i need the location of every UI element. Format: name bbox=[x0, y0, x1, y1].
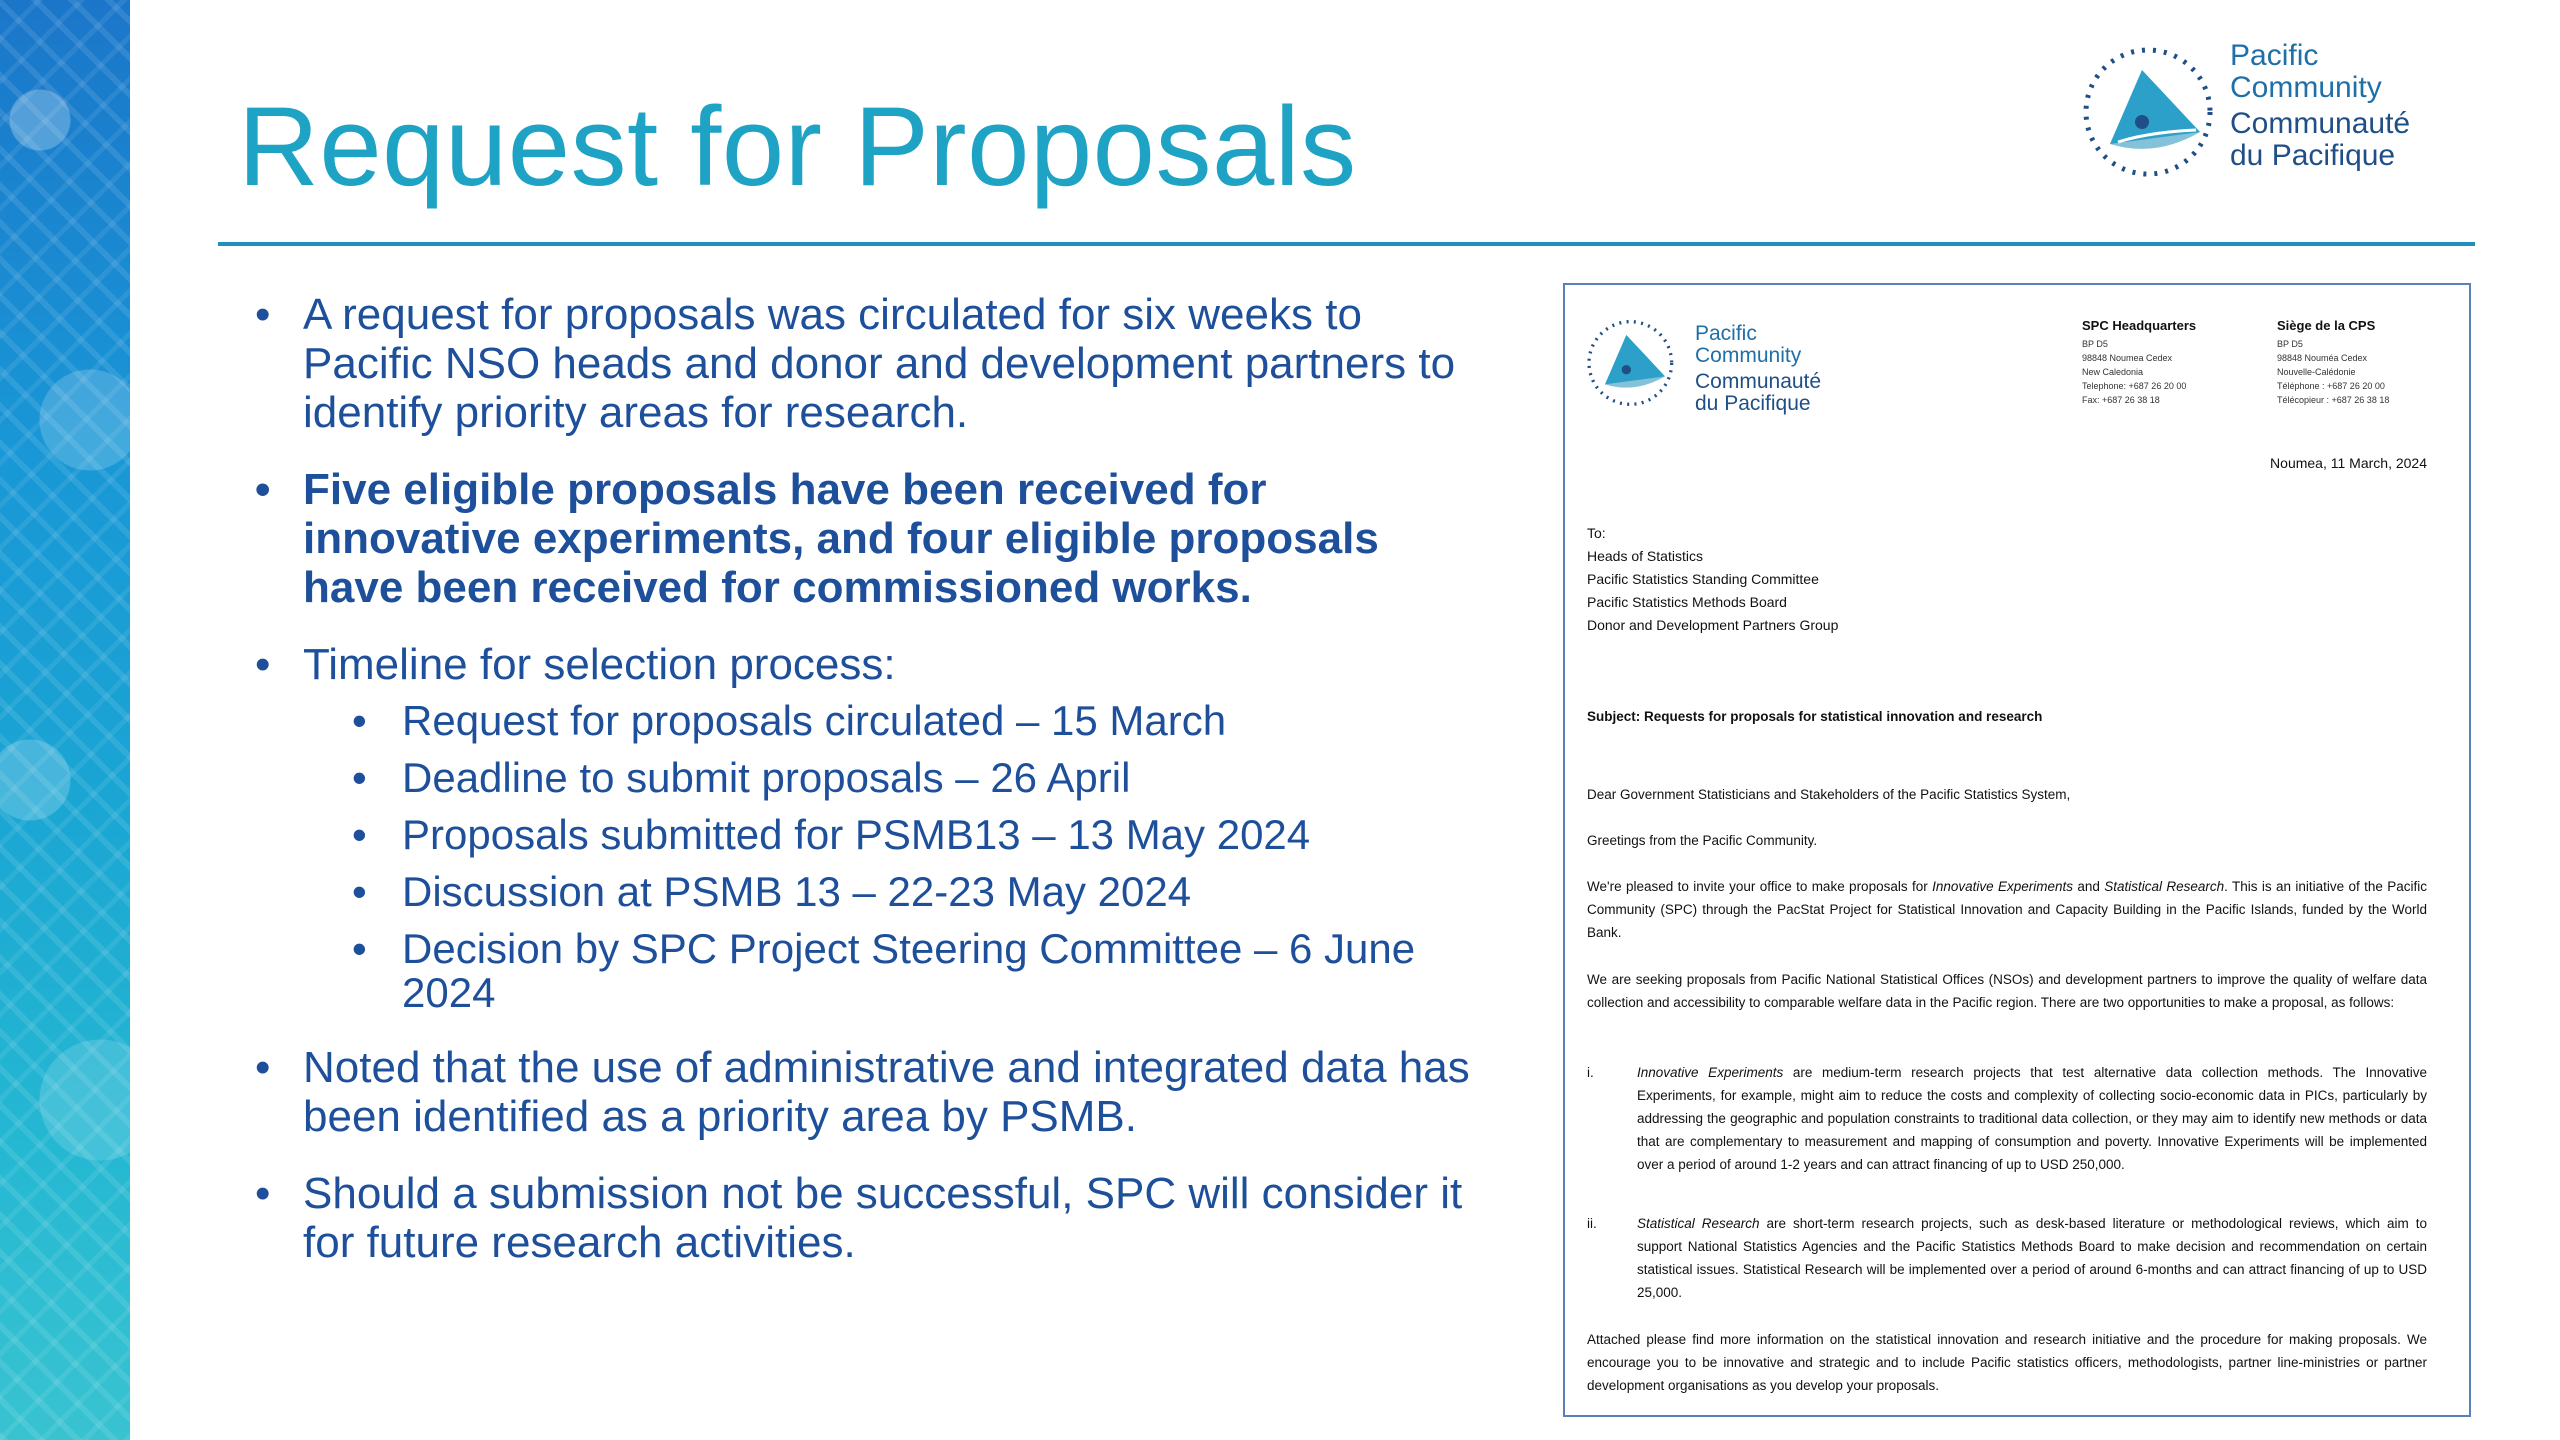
letter-subject: Subject: Requests for proposals for statistical innovation and research bbox=[1587, 709, 2043, 724]
logo-line-2: Community bbox=[2230, 71, 2382, 104]
hq-line: 98848 Nouméa Cedex bbox=[2277, 353, 2368, 363]
hq-line: Télécopieur : +687 26 38 18 bbox=[2277, 395, 2390, 405]
bullet-item: • Noted that the use of administrative and integrated data has been identified as a priority area by PSMB. bbox=[255, 1043, 1485, 1141]
letter-list-item bbox=[1587, 1061, 2427, 1176]
bullet-item: • Timeline for selection process: bbox=[255, 640, 1485, 689]
letter-recipients bbox=[1587, 522, 1838, 637]
bullet-item: • Five eligible proposals have been received for innovative experiments, and four eligible proposals have been received for commissioned works. bbox=[255, 465, 1485, 612]
spc-logo-icon bbox=[1585, 315, 1685, 415]
recipient: Pacific Statistics Methods Board bbox=[1587, 594, 1787, 610]
timeline-item: • Proposals submitted for PSMB13 – 13 May 2024 bbox=[352, 813, 1485, 857]
text-italic: Statistical Research bbox=[1637, 1216, 1760, 1231]
timeline-list bbox=[255, 699, 1485, 1015]
page-title: Request for Proposals bbox=[238, 84, 1357, 209]
hq-line: Téléphone : +687 26 20 00 bbox=[2277, 381, 2385, 391]
letter-paragraph: We are seeking proposals from Pacific National Statistical Offices (NSOs) and development partners to improve the quality of welfare data collection and accessibility to comparable welfare data in the Pacific region. There are two opportunities to make a proposal, as follows: bbox=[1587, 972, 2427, 1010]
letter-logo-line-3: Communauté bbox=[1695, 370, 1822, 393]
text: and bbox=[2073, 879, 2105, 894]
spc-logo bbox=[2080, 40, 2440, 190]
item-number: i. bbox=[1587, 1065, 1594, 1080]
hq-heading: Siège de la CPS bbox=[2277, 318, 2376, 333]
timeline-item: • Discussion at PSMB 13 – 22-23 May 2024 bbox=[352, 870, 1485, 914]
decorative-side-band bbox=[0, 0, 130, 1440]
text-italic: Innovative Experiments bbox=[1637, 1065, 1784, 1080]
text: are medium-term research projects that test alternative data collection methods. The Innovative Experiments, for example, might aim to reduce the costs and complexity of collecting socio-economic data in PICs, particularly by addressing the geographic and population constraints to traditional data collection, or they may aim to identify new methods or data that are complementary to measurement and mapping of consumption and poverty. Innovative Experiments will be implemented over a period of around 1-2 years and can attract financing of up to USD 250,000. bbox=[1637, 1065, 2427, 1172]
text: We're pleased to invite your office to make proposals for bbox=[1587, 879, 1933, 894]
text-italic: Innovative Experiments bbox=[1932, 879, 2073, 894]
timeline-item: • Request for proposals circulated – 15 March bbox=[352, 699, 1485, 743]
hq-line: BP D5 bbox=[2082, 339, 2108, 349]
letter-logo-line-1: Pacific bbox=[1695, 322, 1757, 345]
letter-salutation: Dear Government Statisticians and Stakeholders of the Pacific Statistics System, bbox=[1587, 787, 2071, 802]
letter-image bbox=[1563, 283, 2471, 1417]
recipient: Heads of Statistics bbox=[1587, 548, 1703, 564]
hq-line: 98848 Noumea Cedex bbox=[2082, 353, 2173, 363]
bullet-item: • A request for proposals was circulated for six weeks to Pacific NSO heads and donor and development partners to identify priority areas for research. bbox=[255, 290, 1485, 437]
letter-date: Noumea, 11 March, 2024 bbox=[2270, 455, 2427, 471]
hq-address-en bbox=[2082, 319, 2196, 407]
letter-paragraph bbox=[1587, 875, 2427, 944]
recipient: Donor and Development Partners Group bbox=[1587, 617, 1839, 633]
text: are short-term research projects, such as desk-based literature or methodological reviews, which aim to support National Statistics Agencies and the Pacific Statistics Methods Board to make decision and recommendation on certain statistical issues. Statistical Research will be implemented over a period of around 6-months and can attract financing of up to USD 25,000. bbox=[1637, 1216, 2427, 1300]
letter-list-item bbox=[1587, 1212, 2427, 1304]
letter-greeting: Greetings from the Pacific Community. bbox=[1587, 833, 1818, 848]
spc-logo-icon bbox=[2080, 40, 2230, 190]
logo-line-1: Pacific bbox=[2230, 39, 2319, 72]
hq-line: Fax: +687 26 38 18 bbox=[2082, 395, 2160, 405]
recipient: Pacific Statistics Standing Committee bbox=[1587, 571, 1819, 587]
title-divider bbox=[218, 242, 2475, 246]
item-number: ii. bbox=[1587, 1216, 1597, 1231]
to-label: To: bbox=[1587, 525, 1606, 541]
bullet-list bbox=[255, 290, 1485, 1295]
letter-logo-line-4: du Pacifique bbox=[1695, 392, 1811, 415]
hq-line: Nouvelle-Calédonie bbox=[2277, 367, 2356, 377]
hq-heading: SPC Headquarters bbox=[2082, 318, 2197, 333]
timeline-item: • Deadline to submit proposals – 26 April bbox=[352, 756, 1485, 800]
letter-paragraph: Attached please find more information on the statistical innovation and research initiative and the procedure for making proposals. We encourage you to be innovative and strategic and to include Pacific statistics officers, methodologists, partner line-ministries or partner development organisations as you develop your proposals. bbox=[1587, 1332, 2427, 1393]
text-italic: Statistical Research bbox=[2104, 879, 2225, 894]
letter-logo-line-2: Community bbox=[1695, 344, 1802, 367]
hq-line: Telephone: +687 26 20 00 bbox=[2082, 381, 2187, 391]
hq-line: BP D5 bbox=[2277, 339, 2303, 349]
timeline-item: • Decision by SPC Project Steering Committee – 6 June 2024 bbox=[352, 927, 1485, 1015]
logo-line-4: du Pacifique bbox=[2230, 139, 2396, 172]
logo-line-3: Communauté bbox=[2230, 107, 2411, 140]
text: . This is an initiative of the Pacific Community (SPC) through the PacStat Project for Statistical Innovation and Capacity Building in the Pacific Islands, funded by the World Bank. bbox=[1587, 879, 2427, 940]
letter-logo bbox=[1585, 315, 1845, 425]
hq-line: New Caledonia bbox=[2082, 367, 2144, 377]
bullet-item: • Should a submission not be successful, SPC will consider it for future research activities. bbox=[255, 1169, 1485, 1267]
hq-address-fr bbox=[2277, 319, 2389, 407]
